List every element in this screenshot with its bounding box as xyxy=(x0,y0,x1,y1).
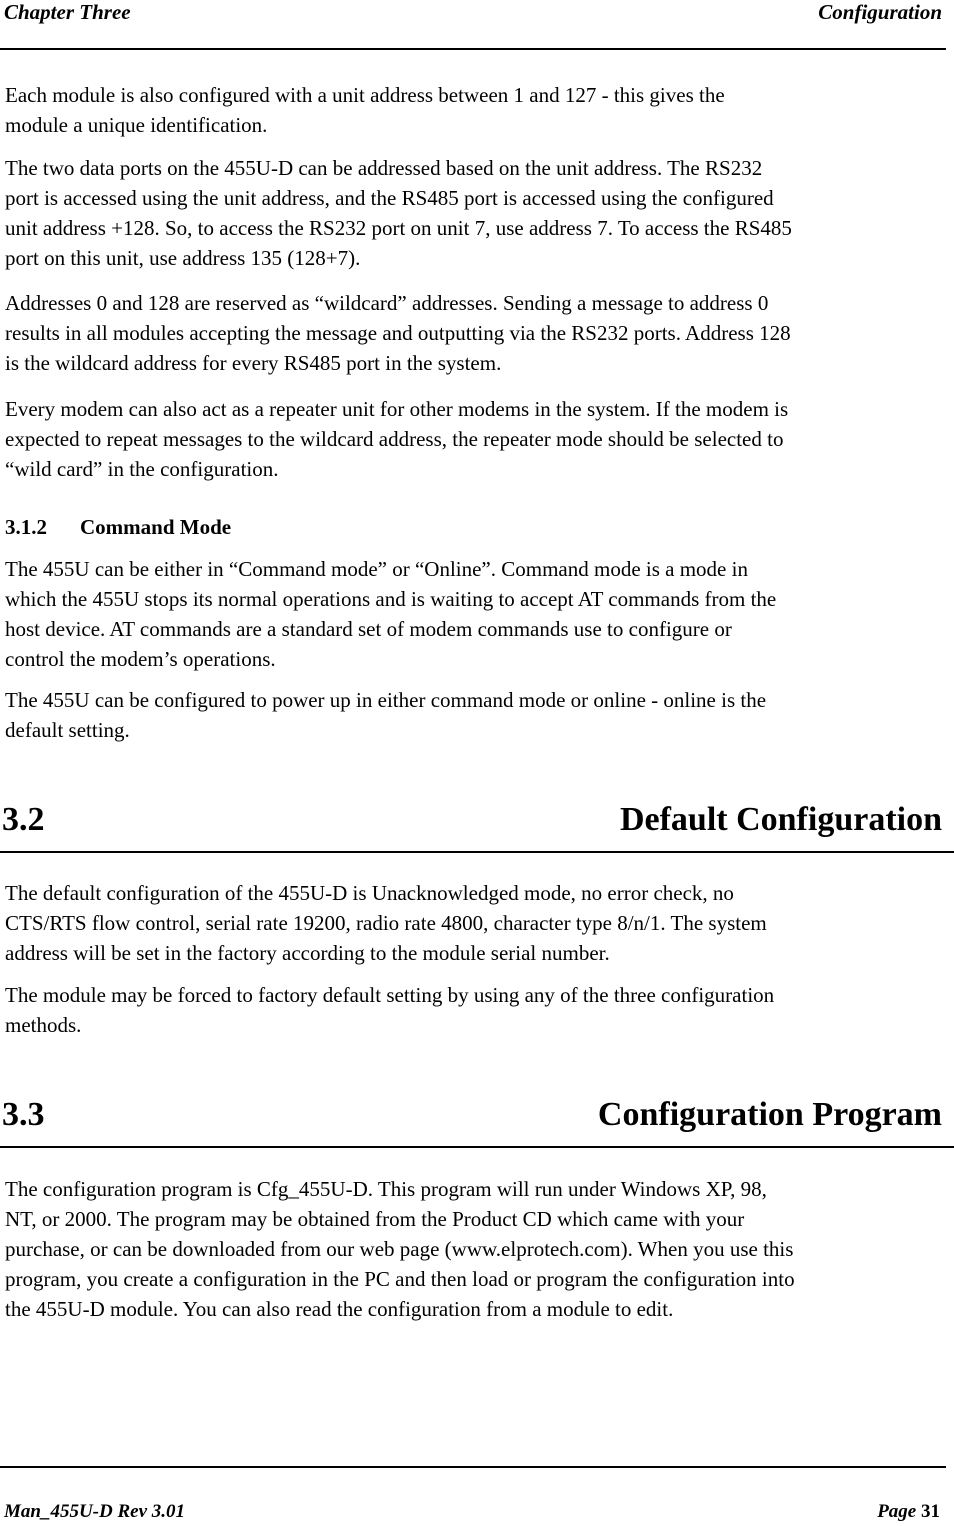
paragraph-command-mode: The 455U can be either in “Command mode” or “Online”. Command mode is a mode in which the 455U stops its normal operations and is waiting to accept AT commands from the host device. AT commands are a standard set of modem commands use to configure or control the modem’s operations. xyxy=(5,557,777,671)
footer-page-number xyxy=(877,1501,940,1523)
section-divider xyxy=(0,851,954,853)
header-chapter: Chapter Three xyxy=(4,0,131,24)
footer-manual-revision: Man_455U-D Rev 3.01 xyxy=(4,1501,186,1522)
footer-divider xyxy=(0,1466,946,1468)
subsection-number: 3.1.2 xyxy=(5,515,47,539)
section-title: Configuration Program xyxy=(597,1096,942,1133)
page-number: 31 xyxy=(921,1501,940,1522)
section-divider xyxy=(0,1146,954,1148)
paragraph-unit-address: Each module is also configured with a unit address between 1 and 127 - this gives the module a unique identification. xyxy=(5,83,725,137)
section-heading-default-configuration xyxy=(2,798,942,842)
section-title: Default Configuration xyxy=(619,801,942,838)
page-label: Page xyxy=(877,1501,917,1522)
paragraph-repeater: Every modem can also act as a repeater unit for other modems in the system. If the modem is expected to repeat messages to the wildcard address, the repeater mode should be selected to “wild card” in the configuration. xyxy=(5,397,789,481)
section-heading-configuration-program xyxy=(2,1093,942,1137)
section-number: 3.2 xyxy=(2,801,45,838)
header-divider xyxy=(0,48,946,50)
paragraph-factory-default: The module may be forced to factory default setting by using any of the three configuration methods. xyxy=(5,983,775,1037)
paragraph-data-ports: The two data ports on the 455U-D can be addressed based on the unit address. The RS232 port is accessed using the unit address, and the RS485 port is accessed using the configured unit address +128. So, to access the RS232 port on unit 7, use address 7. To access the RS485 port on this unit, use address 135 (128+7). xyxy=(5,156,792,270)
header-section: Configuration xyxy=(818,0,942,24)
subsection-heading xyxy=(5,514,231,540)
paragraph-power-up: The 455U can be configured to power up in either command mode or online - online is the default setting. xyxy=(5,688,767,742)
paragraph-default-config: The default configuration of the 455U-D is Unacknowledged mode, no error check, no CTS/RTS flow control, serial rate 19200, radio rate 4800, character type 8/n/1. The system address will be set in the factory according to the module serial number. xyxy=(5,881,767,965)
paragraph-config-program: The configuration program is Cfg_455U-D. This program will run under Windows XP, 98, NT, or 2000. The program may be obtained from the Product CD which came with your purchase, or can be downloaded from our web page (www.elprotech.com). When you use this program, you create a configuration in the PC and then load or program the configuration into the 455U-D module. You can also read the configuration from a module to edit. xyxy=(5,1177,795,1321)
section-number: 3.3 xyxy=(2,1096,45,1133)
subsection-title: Command Mode xyxy=(80,515,232,539)
paragraph-wildcard: Addresses 0 and 128 are reserved as “wildcard” addresses. Sending a message to address 0 results in all modules accepting the message and outputting via the RS232 ports. Address 128 is the wildcard address for every RS485 port in the system. xyxy=(5,291,791,375)
